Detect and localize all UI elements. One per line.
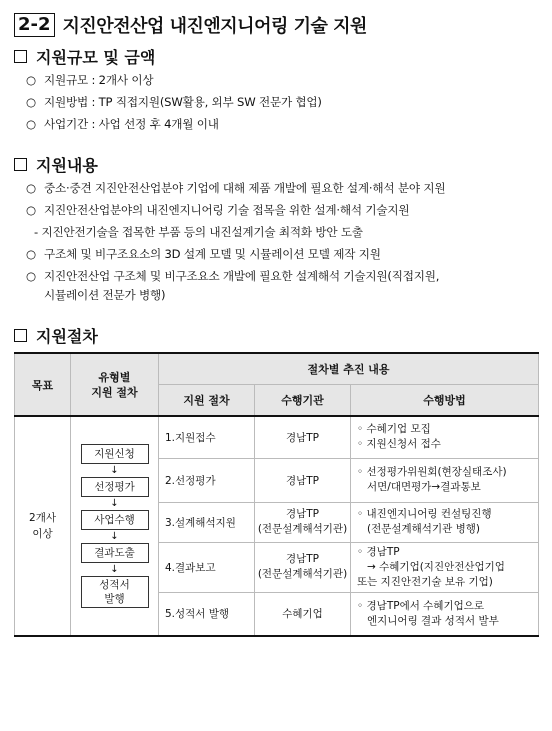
arrow-down-icon: ↓ xyxy=(110,498,119,509)
header-group: 절차별 추진 내용 xyxy=(159,353,539,385)
title-text: 지진안전산업 내진엔지니어링 기술 지원 xyxy=(62,16,367,37)
procedure-table xyxy=(14,352,539,637)
org-cell: 경남TP xyxy=(255,416,351,458)
list-item: ○ 지진안전산업 구조체 및 비구조요소 개발에 필요한 설계해석 기술지원(직접지원, xyxy=(26,269,440,283)
list-item: ○ 중소·중견 지진안전산업분야 기업에 대해 제품 개발에 필요한 설계·해석 분야 지원 xyxy=(26,181,446,195)
header-type: 유형별 지원 절차 xyxy=(71,353,159,416)
org-cell: 경남TP xyxy=(255,458,351,502)
checkbox-square-icon xyxy=(14,158,27,171)
table-row xyxy=(15,416,539,458)
step-cell: 1.지원접수 xyxy=(159,416,255,458)
section-heading-scale: 지원규모 및 금액 xyxy=(14,45,155,68)
flow-box: 사업수행 xyxy=(81,510,149,530)
org-cell: 경남TP (전문설계해석기관) xyxy=(255,502,351,542)
flow-box: 성적서 발행 xyxy=(81,576,149,608)
target-cell: 2개사 이상 xyxy=(15,416,71,636)
list-item: ○ 지원규모 : 2개사 이상 xyxy=(26,73,154,87)
section-number: 2-2 xyxy=(14,13,55,37)
arrow-down-icon: ↓ xyxy=(110,564,119,575)
flow-box: 선정평가 xyxy=(81,477,149,497)
header-org: 수행기관 xyxy=(255,385,351,417)
flow-box: 결과도출 xyxy=(81,543,149,563)
header-method: 수행방법 xyxy=(351,385,539,417)
list-item: ○ 지원방법 : TP 직접지원(SW활용, 외부 SW 전문가 협업) xyxy=(26,95,322,109)
arrow-down-icon: ↓ xyxy=(110,531,119,542)
section-heading-content: 지원내용 xyxy=(14,153,98,176)
method-cell: ◦ 경남TP에서 수혜기업으로 엔지니어링 결과 성적서 발부 xyxy=(351,592,539,636)
org-cell: 수혜기업 xyxy=(255,592,351,636)
header-target: 목표 xyxy=(15,353,71,416)
flow-cell xyxy=(71,416,159,636)
checkbox-square-icon xyxy=(14,329,27,342)
step-cell: 3.설계해석지원 xyxy=(159,502,255,542)
method-cell: ◦ 선정평가위원회(현장실태조사) 서면/대면평가→결과통보 xyxy=(351,458,539,502)
step-cell: 2.선정평가 xyxy=(159,458,255,502)
list-item: ○ 사업기간 : 사업 선정 후 4개월 이내 xyxy=(26,117,219,131)
section-heading-procedure: 지원절차 xyxy=(14,324,98,347)
list-item-continuation: 시뮬레이션 전문가 병행) xyxy=(44,288,166,302)
arrow-down-icon: ↓ xyxy=(110,465,119,476)
method-cell: ◦ 경남TP → 수혜기업(지진안전산업기업 또는 지진안전기술 보유 기업) xyxy=(351,542,539,592)
method-cell: ◦ 수혜기업 모집 ◦ 지원신청서 접수 xyxy=(351,416,539,458)
method-cell: ◦ 내진엔지니어링 컨설팅진행 (전문설계해석기관 병행) xyxy=(351,502,539,542)
header-step: 지원 절차 xyxy=(159,385,255,417)
org-cell: 경남TP (전문설계해석기관) xyxy=(255,542,351,592)
list-item: ○ 지진안전산업분야의 내진엔지니어링 기술 접목을 위한 설계·해석 기술지원 xyxy=(26,203,410,217)
flow-diagram xyxy=(71,444,158,608)
page-title xyxy=(14,12,367,38)
step-cell: 5.성적서 발행 xyxy=(159,592,255,636)
sub-item: - 지진안전기술을 접목한 부품 등의 내진설계기술 최적화 방안 도출 xyxy=(34,225,363,239)
list-item: ○ 구조체 및 비구조요소의 3D 설계 모델 및 시뮬레이션 모델 제작 지원 xyxy=(26,247,381,261)
checkbox-square-icon xyxy=(14,50,27,63)
step-cell: 4.결과보고 xyxy=(159,542,255,592)
flow-box: 지원신청 xyxy=(81,444,149,464)
